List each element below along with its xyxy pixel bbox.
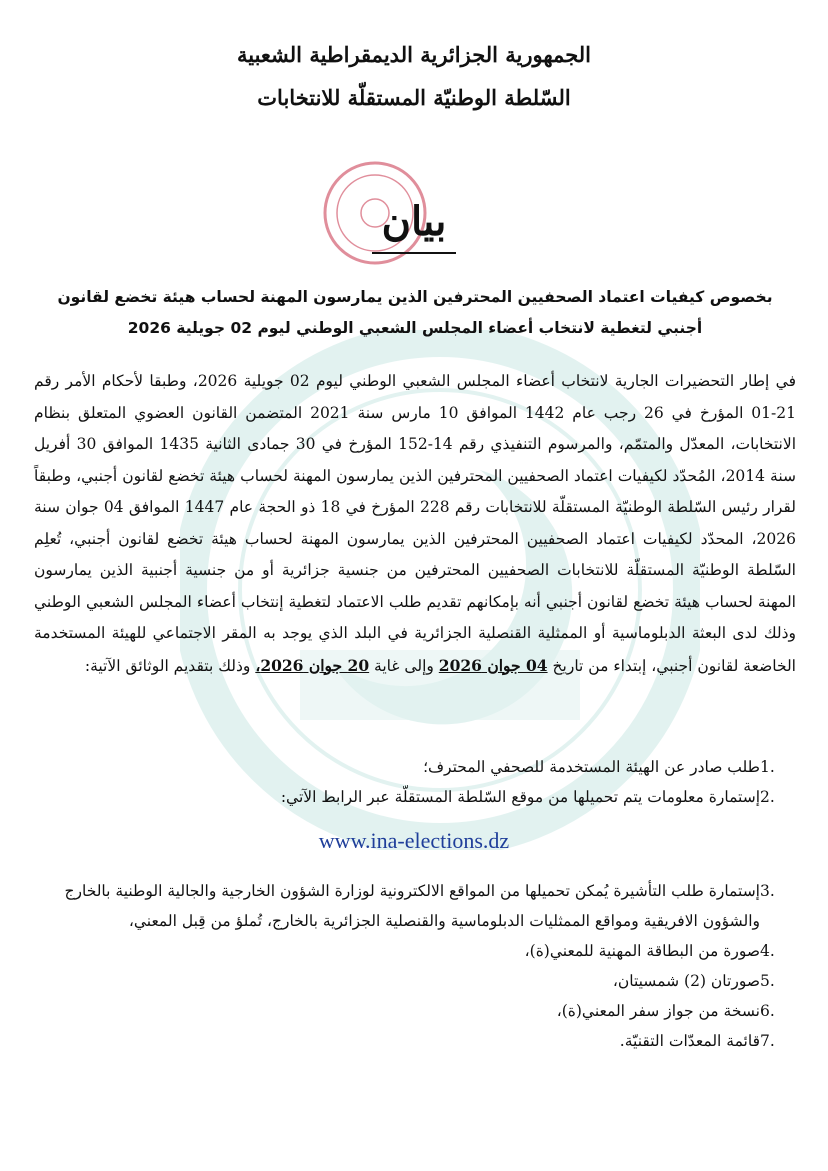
subject-line-1: بخصوص كيفيات اعتماد الصحفيين المحترفين الذين يمارسون المهنة لحساب هيئة تخضع لقانون [57, 288, 773, 306]
subject-heading [34, 282, 796, 344]
list-number: 5. [760, 972, 775, 990]
body-text-main: في إطار التحضيرات الجارية لانتخاب أعضاء المجلس الشعبي الوطني ليوم 02 جويلية 2026، وطبقا لأحكام الأمر رقم 21-01 المؤرخ في 26 رجب عام 1442 الموافق 10 مارس سنة 2021 المتضمن القانون العضوي المتعلق بنظام الانتخابات، المعدّل والمتمّم، والمرسوم التنفيذي رقم 14-152 المؤرخ في 30 جمادى الثانية 1435 الموافق 30 أفريل سنة 2014، المُحدّد لكيفيات اعتماد الصحفيين المحترفين الذين يمارسون المهنة لحساب هيئة تخضع لقانون أجنبي، وطبقاً لقرار رئيس السّلطة الوطنيّة المستقلّة للانتخابات رقم 228 المؤرخ في 18 ذو الحجة عام 1447 الموافق 04 جوان سنة 2026، المحدّد لكيفيات اعتماد الصحفيين المحترفين الذين يمارسون المهنة لحساب هيئة تخضع لقانون أجنبي، تُعلِم السّلطة الوطنيّة المستقلّة للانتخابات الصحفيين المحترفين من جنسية جزائرية أو من جنسية أجنبية الذين يمارسون المهنة لحساب هيئة تخضع لقانون أجنبي أنه بإمكانهم تقديم طلب الاعتماد لتغطية إنتخاب أعضاء المجلس الشعبي الوطني وذلك لدى البعثة الدبلوماسية أو الممثلية القنصلية الجزائرية في البلد الذي يوجد به المقر الاجتماعي للهيئة المستخدمة الخاضعة لقانون أجنبي، إبتداء من تاريخ [34, 372, 797, 675]
list-number: 6. [760, 1002, 775, 1020]
list-number: 3. [760, 882, 775, 900]
list-number: 4. [760, 942, 775, 960]
document-title: بيان [381, 198, 447, 245]
end-date: 20 جوان 2026، [255, 655, 370, 675]
authority-name: السّلطة الوطنيّة المستقلّة للانتخابات [257, 85, 571, 110]
list-text: طلب صادر عن الهيئة المستخدمة للصحفي المحترف؛ [423, 758, 760, 776]
list-item [34, 1026, 796, 1056]
list-number: 2. [760, 788, 775, 806]
start-date: 04 جوان 2026 [438, 655, 548, 675]
list-item [34, 752, 796, 782]
subject-line-2: أجنبي لتغطية لانتخاب أعضاء المجلس الشعبي الوطني ليوم 02 جويلية 2026 [127, 319, 703, 337]
list-text: قائمة المعدّات التقنيّة. [619, 1032, 760, 1050]
republic-name: الجمهورية الجزائرية الديمقراطية الشعبية [236, 42, 591, 67]
list-text: صورتان (2) شمسيتان، [612, 972, 760, 990]
list-item [34, 936, 796, 966]
list-text: إستمارة طلب التأشيرة يُمكن تحميلها من المواقع الالكترونية لوزارة الشؤون الخارجية والجالية الوطنية بالخارج والشؤون الافريقية ومواقع الممثليات الدبلوماسية والقنصلية الجزائرية بالخارج، تُملؤ من قِبل المعني، [64, 882, 760, 930]
list-number: 1. [760, 758, 775, 776]
title-underline [372, 252, 456, 254]
list-text: إستمارة معلومات يتم تحميلها من موقع السّلطة المستقلّة عبر الرابط الآتي: [280, 788, 760, 806]
list-item [34, 782, 796, 812]
body-text-end: وذلك بتقديم الوثائق الآتية: [84, 656, 256, 675]
documents-list-part2 [34, 876, 796, 1056]
list-item [34, 966, 796, 996]
documents-list-part1 [34, 752, 796, 812]
body-paragraph [34, 366, 796, 682]
list-item [34, 876, 796, 936]
list-text: صورة من البطاقة المهنية للمعني(ة)، [524, 942, 760, 960]
list-text: نسخة من جواز سفر المعني(ة)، [556, 1002, 760, 1020]
body-text-to: وإلى غاية [369, 656, 439, 675]
list-item [34, 996, 796, 1026]
elections-website-link[interactable]: www.ina-elections.dz [318, 828, 510, 853]
letterhead [0, 42, 828, 110]
list-number: 7. [760, 1032, 775, 1050]
